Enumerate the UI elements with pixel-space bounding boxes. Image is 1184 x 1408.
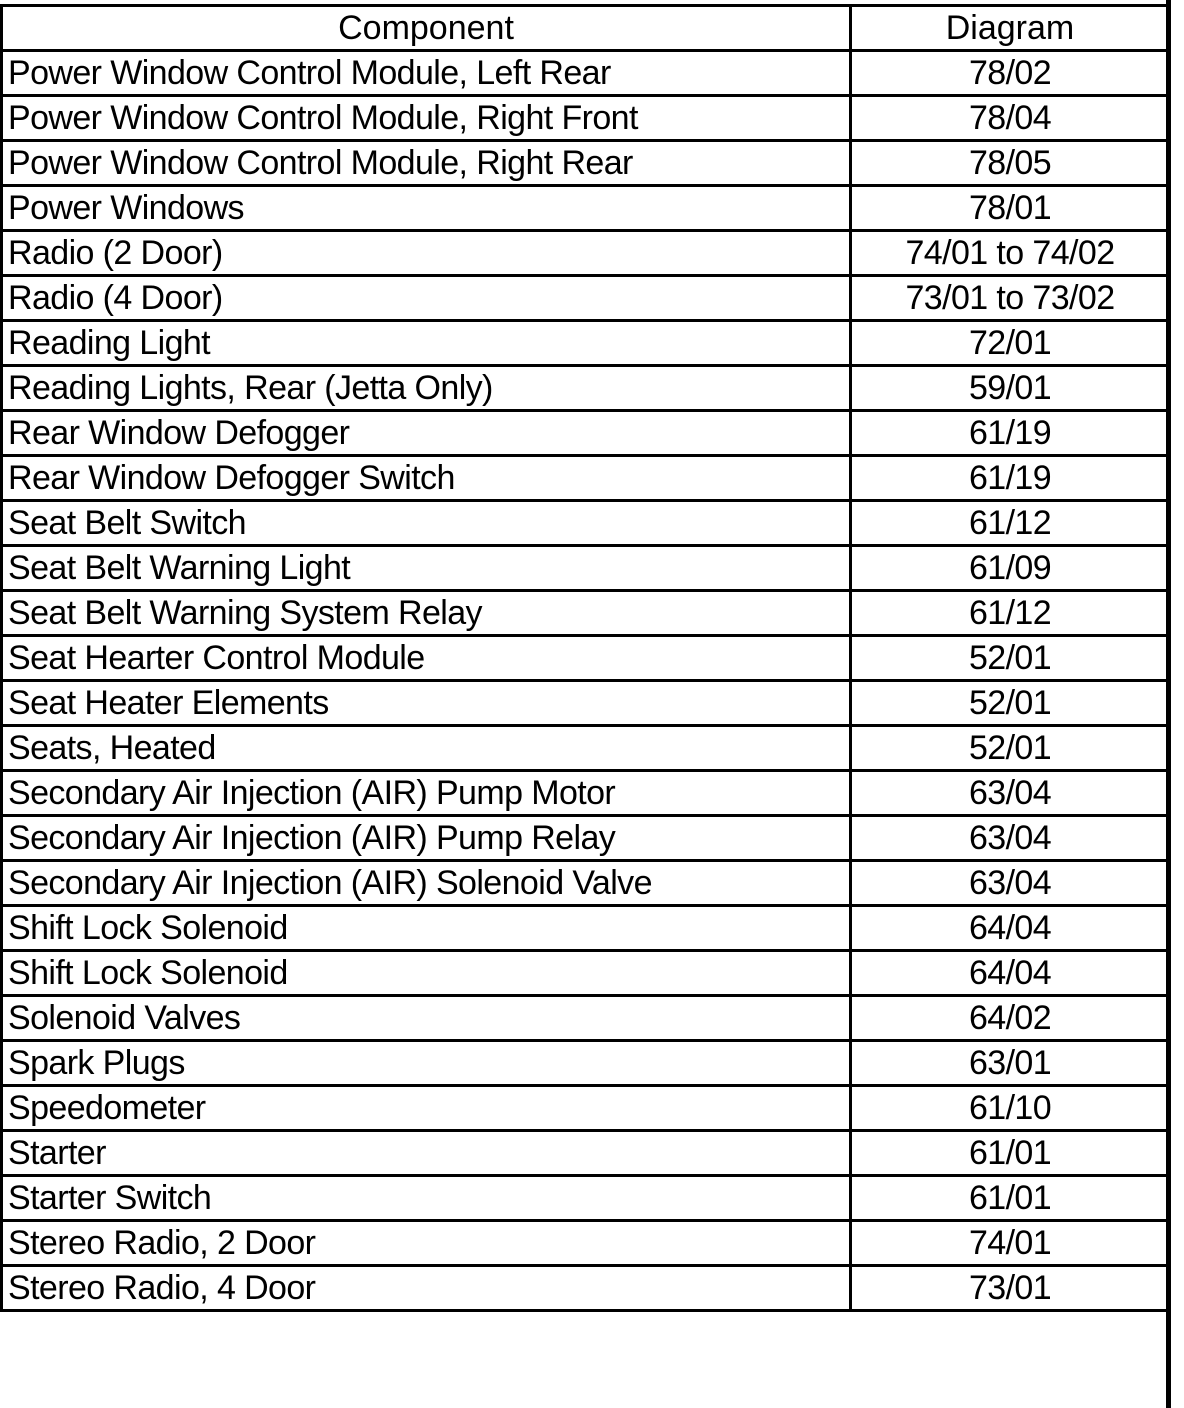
table-row [2, 276, 1170, 321]
table-row [2, 1266, 1170, 1311]
page-edge-line [1166, 0, 1171, 1408]
diagram-cell: 61/19 [851, 456, 1170, 501]
component-cell: Radio (4 Door) [2, 276, 851, 321]
diagram-cell: 61/10 [851, 1086, 1170, 1131]
diagram-cell: 59/01 [851, 366, 1170, 411]
component-cell: Secondary Air Injection (AIR) Pump Relay [2, 816, 851, 861]
component-cell: Starter [2, 1131, 851, 1176]
component-cell: Solenoid Valves [2, 996, 851, 1041]
diagram-cell: 73/01 to 73/02 [851, 276, 1170, 321]
diagram-cell: 74/01 [851, 1221, 1170, 1266]
diagram-cell: 61/01 [851, 1176, 1170, 1221]
component-cell: Reading Lights, Rear (Jetta Only) [2, 366, 851, 411]
diagram-cell: 63/04 [851, 816, 1170, 861]
diagram-cell: 78/02 [851, 51, 1170, 96]
table-row [2, 456, 1170, 501]
table-row [2, 1221, 1170, 1266]
table-row [2, 366, 1170, 411]
diagram-cell: 63/04 [851, 771, 1170, 816]
diagram-cell: 61/19 [851, 411, 1170, 456]
table-row [2, 1041, 1170, 1086]
component-cell: Speedometer [2, 1086, 851, 1131]
table-row [2, 726, 1170, 771]
component-cell: Reading Light [2, 321, 851, 366]
component-cell: Radio (2 Door) [2, 231, 851, 276]
component-cell: Starter Switch [2, 1176, 851, 1221]
component-cell: Rear Window Defogger [2, 411, 851, 456]
diagram-cell: 74/01 to 74/02 [851, 231, 1170, 276]
diagram-cell: 72/01 [851, 321, 1170, 366]
component-cell: Seat Belt Switch [2, 501, 851, 546]
table-row [2, 816, 1170, 861]
diagram-cell: 64/02 [851, 996, 1170, 1041]
component-cell: Seat Heater Elements [2, 681, 851, 726]
component-cell: Power Window Control Module, Right Rear [2, 141, 851, 186]
table-row [2, 1086, 1170, 1131]
component-cell: Shift Lock Solenoid [2, 951, 851, 996]
table-row [2, 681, 1170, 726]
table-row [2, 906, 1170, 951]
component-cell: Seats, Heated [2, 726, 851, 771]
table-row [2, 411, 1170, 456]
diagram-cell: 78/05 [851, 141, 1170, 186]
diagram-cell: 61/12 [851, 591, 1170, 636]
diagram-cell: 73/01 [851, 1266, 1170, 1311]
component-cell: Power Windows [2, 186, 851, 231]
table-row [2, 321, 1170, 366]
diagram-cell: 63/04 [851, 861, 1170, 906]
table-row [2, 1176, 1170, 1221]
table-row [2, 771, 1170, 816]
table-row [2, 591, 1170, 636]
table-row [2, 186, 1170, 231]
component-cell: Rear Window Defogger Switch [2, 456, 851, 501]
diagram-cell: 64/04 [851, 951, 1170, 996]
component-diagram-table-container [0, 4, 1168, 1312]
table-row [2, 501, 1170, 546]
diagram-cell: 63/01 [851, 1041, 1170, 1086]
component-cell: Shift Lock Solenoid [2, 906, 851, 951]
diagram-cell: 61/01 [851, 1131, 1170, 1176]
table-row [2, 1131, 1170, 1176]
column-header-diagram: Diagram [851, 6, 1170, 51]
component-cell: Secondary Air Injection (AIR) Pump Motor [2, 771, 851, 816]
component-cell: Secondary Air Injection (AIR) Solenoid Valve [2, 861, 851, 906]
component-cell: Stereo Radio, 4 Door [2, 1266, 851, 1311]
component-cell: Stereo Radio, 2 Door [2, 1221, 851, 1266]
component-cell: Seat Belt Warning Light [2, 546, 851, 591]
table-row [2, 141, 1170, 186]
table-row [2, 51, 1170, 96]
diagram-cell: 52/01 [851, 726, 1170, 771]
component-cell: Power Window Control Module, Left Rear [2, 51, 851, 96]
diagram-cell: 52/01 [851, 681, 1170, 726]
diagram-cell: 61/09 [851, 546, 1170, 591]
component-cell: Seat Belt Warning System Relay [2, 591, 851, 636]
diagram-cell: 61/12 [851, 501, 1170, 546]
table-row [2, 636, 1170, 681]
diagram-cell: 78/01 [851, 186, 1170, 231]
table-row [2, 231, 1170, 276]
column-header-component: Component [2, 6, 851, 51]
table-row [2, 996, 1170, 1041]
table-row [2, 861, 1170, 906]
table-row [2, 96, 1170, 141]
diagram-cell: 52/01 [851, 636, 1170, 681]
table-body [2, 51, 1170, 1311]
component-cell: Seat Hearter Control Module [2, 636, 851, 681]
diagram-cell: 78/04 [851, 96, 1170, 141]
table-row [2, 951, 1170, 996]
table-header-row [2, 6, 1170, 51]
table-row [2, 546, 1170, 591]
component-cell: Spark Plugs [2, 1041, 851, 1086]
diagram-cell: 64/04 [851, 906, 1170, 951]
component-diagram-table [0, 4, 1171, 1312]
component-cell: Power Window Control Module, Right Front [2, 96, 851, 141]
